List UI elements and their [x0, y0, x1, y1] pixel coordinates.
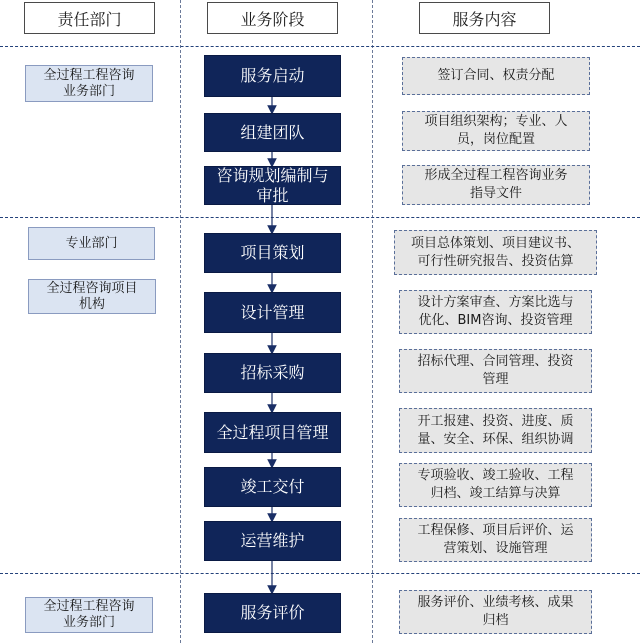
service-box-design-review: 设计方案审查、方案比选与 优化、BIM咨询、投资管理 — [399, 290, 592, 334]
section-separator-2 — [0, 573, 640, 574]
stage-box-design-management: 设计管理 — [204, 292, 341, 333]
service-box-feasibility: 项目总体策划、项目建议书、 可行性研究报告、投资估算 — [394, 230, 597, 275]
stage-box-whole-process-management: 全过程项目管理 — [204, 412, 341, 453]
service-box-acceptance-settlement: 专项验收、竣工验收、工程 归档、竣工结算与决算 — [399, 463, 592, 507]
stage-box-completion-handover: 竣工交付 — [204, 467, 341, 507]
department-box-project-org: 全过程咨询项目 机构 — [28, 279, 156, 314]
department-box-professional: 专业部门 — [28, 227, 155, 260]
service-box-guidance-docs: 形成全过程工程咨询业务 指导文件 — [402, 165, 590, 205]
stage-box-project-planning: 项目策划 — [204, 233, 341, 273]
column-divider-left — [180, 0, 181, 643]
section-separator-top — [0, 46, 640, 47]
section-separator-1 — [0, 217, 640, 218]
stage-box-planning-approval: 咨询规划编制与 审批 — [204, 166, 341, 205]
stage-box-service-start: 服务启动 — [204, 55, 341, 97]
service-box-organization: 项目组织架构；专业、人 员，岗位配置 — [402, 111, 590, 151]
service-box-construction-coordination: 开工报建、投资、进度、质 量、安全、环保、组织协调 — [399, 408, 592, 453]
stage-box-service-evaluation: 服务评价 — [204, 593, 341, 633]
department-column-header: 责任部门 — [24, 2, 155, 34]
service-column-header: 服务内容 — [419, 2, 550, 34]
service-box-performance-evaluation: 服务评价、业绩考核、成果 归档 — [399, 590, 592, 634]
stage-column-header: 业务阶段 — [207, 2, 338, 34]
stage-box-bidding-procurement: 招标采购 — [204, 353, 341, 393]
service-box-bidding-agency: 招标代理、合同管理、投资 管理 — [399, 349, 592, 393]
service-box-contract: 签订合同、权责分配 — [402, 57, 590, 95]
column-divider-right — [372, 0, 373, 643]
department-box-business-1: 全过程工程咨询 业务部门 — [25, 65, 153, 102]
department-box-business-2: 全过程工程咨询 业务部门 — [25, 597, 153, 633]
service-box-facility-management: 工程保修、项目后评价、运 营策划、设施管理 — [399, 518, 592, 562]
stage-box-operation-maintenance: 运营维护 — [204, 521, 341, 561]
stage-box-team-building: 组建团队 — [204, 113, 341, 152]
